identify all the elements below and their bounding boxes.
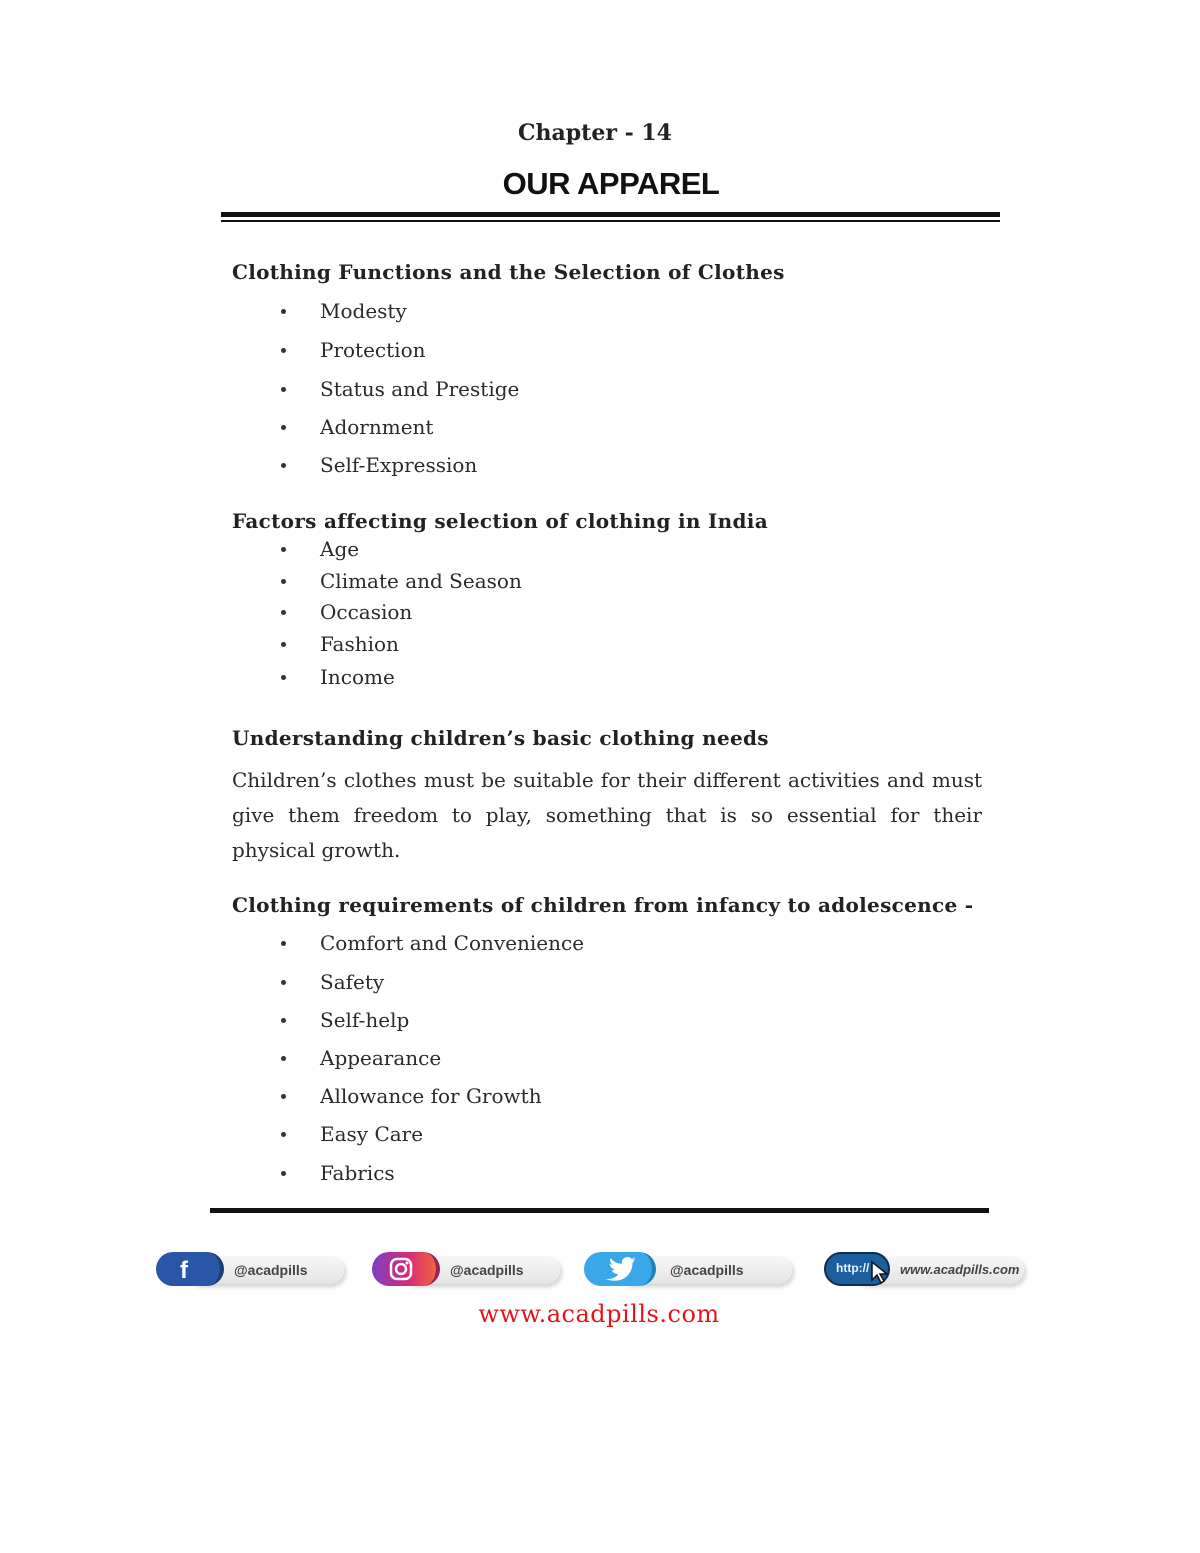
- chapter-label: Chapter - 14: [518, 120, 672, 146]
- social-facebook[interactable]: [156, 1252, 346, 1288]
- bullet-icon: [281, 547, 286, 552]
- section-heading-children: Understanding children’s basic clothing needs: [232, 726, 769, 750]
- twitter-icon: [584, 1252, 656, 1286]
- bullet-icon: [281, 1094, 286, 1099]
- instagram-icon: [372, 1252, 440, 1286]
- title-divider-thick: [221, 212, 1000, 217]
- web-link-icon: [824, 1252, 890, 1286]
- instagram-handle: @acadpills: [450, 1262, 524, 1278]
- facebook-handle: @acadpills: [234, 1262, 308, 1278]
- web-link-badge-text: http://: [836, 1261, 870, 1275]
- social-twitter[interactable]: [584, 1252, 794, 1288]
- bullet-icon: [281, 675, 286, 680]
- bullet-icon: [281, 610, 286, 615]
- social-instagram[interactable]: [372, 1252, 562, 1288]
- facebook-icon: [156, 1252, 224, 1286]
- section-heading-functions: Clothing Functions and the Selection of Clothes: [232, 260, 785, 284]
- website-handle: www.acadpills.com: [900, 1262, 1020, 1277]
- bullet-icon: [281, 579, 286, 584]
- bullet-icon: [281, 1171, 286, 1176]
- bullet-icon: [281, 1056, 286, 1061]
- page-title: OUR APPAREL: [502, 166, 720, 201]
- bullet-icon: [281, 980, 286, 985]
- title-divider-thin: [221, 220, 1000, 222]
- bullet-icon: [281, 642, 286, 647]
- social-website[interactable]: [824, 1252, 1024, 1288]
- children-paragraph: Children’s clothes must be suitable for their different activities and must give them freedom to play, something that is so essential for their physical growth.: [232, 768, 982, 862]
- footer-divider: [210, 1208, 989, 1213]
- section-heading-requirements: Clothing requirements of children from infancy to adolescence -: [232, 893, 974, 917]
- twitter-handle: @acadpills: [670, 1262, 744, 1278]
- section-heading-factors: Factors affecting selection of clothing in India: [232, 509, 768, 533]
- bullet-icon: [281, 348, 286, 353]
- bullet-icon: [281, 309, 286, 314]
- bullet-icon: [281, 1132, 286, 1137]
- bullet-icon: [281, 463, 286, 468]
- website-link[interactable]: www.acadpills.com: [478, 1300, 720, 1328]
- cursor-icon: [870, 1260, 892, 1286]
- svg-text:f: f: [180, 1257, 188, 1284]
- bullet-icon: [281, 387, 286, 392]
- bullet-icon: [281, 425, 286, 430]
- bullet-icon: [281, 1018, 286, 1023]
- bullet-icon: [281, 941, 286, 946]
